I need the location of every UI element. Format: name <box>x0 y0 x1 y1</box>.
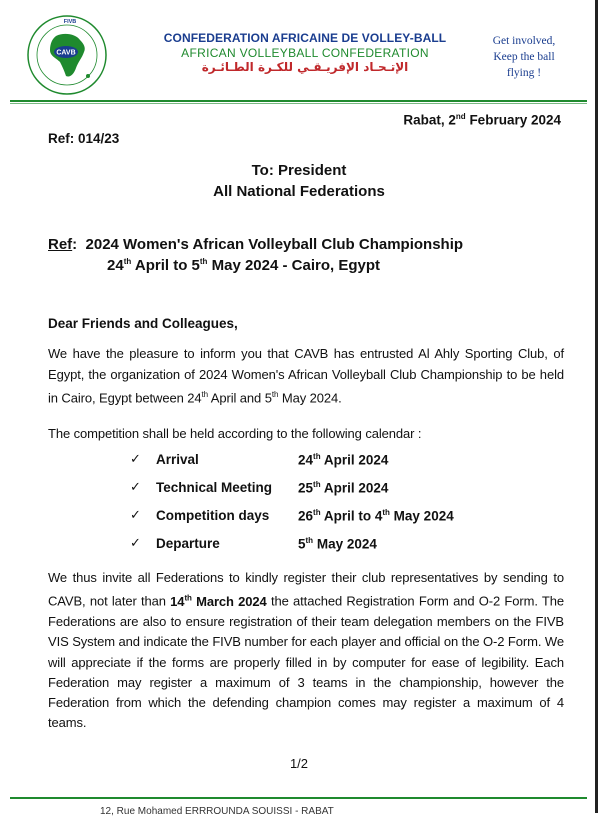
calendar-date: 5th May 2024 <box>298 536 377 552</box>
calendar-label: Technical Meeting <box>156 480 273 495</box>
cavb-logo <box>26 14 108 96</box>
subject-dates: 24th April to 5th May 2024 - Cairo, Egypt <box>107 257 380 274</box>
recipient-line-2: All National Federations <box>213 183 385 200</box>
header-divider <box>10 100 587 102</box>
check-icon: ✓ <box>130 452 141 467</box>
calendar-label: Competition days <box>156 508 270 523</box>
paragraph-intro: We have the pleasure to inform you that CAVB has entrusted Al Ahly Sporting Club, of Egypt, the organization of 2024 Women's African Volleyball Club Championship to be held in Cairo, Egypt between 24th April and 5th May 2024. <box>48 346 564 406</box>
org-name-english: AFRICAN VOLLEYBALL CONFEDERATION <box>181 46 429 60</box>
org-name-arabic: الإتـحـاد الإفريـقـي للكـرة الطـائـرة <box>201 60 409 74</box>
recipient-line-1: To: President <box>251 162 347 179</box>
calendar-label: Arrival <box>156 452 199 467</box>
calendar-date: 24th April 2024 <box>298 452 389 468</box>
calendar-date: 25th April 2024 <box>298 480 389 496</box>
footer-divider <box>10 797 587 799</box>
calendar-date: 26th April to 4th May 2024 <box>298 508 454 524</box>
header-divider-thin <box>10 103 587 104</box>
slogan <box>479 33 569 81</box>
slogan-line-2: Keep the ball <box>493 51 555 63</box>
logo-text: CAVB <box>56 49 76 57</box>
logo-fivb-text: FIVB <box>63 19 77 25</box>
greeting: Dear Friends and Colleagues, <box>48 316 238 331</box>
check-icon: ✓ <box>130 536 141 551</box>
letter-date: Rabat, 2nd February 2024 <box>403 112 561 128</box>
paragraph-calendar-intro: The competition shall be held according to the following calendar : <box>48 426 422 441</box>
slogan-line-3: flying ! <box>506 67 542 79</box>
check-icon: ✓ <box>130 480 141 495</box>
subject-line: Ref: 2024 Women's African Volleyball Club Championship <box>48 236 464 253</box>
org-name-french: CONFEDERATION AFRICAINE DE VOLLEY-BALL <box>163 31 447 45</box>
footer-address: 12, Rue Mohamed ERRROUNDA SOUISSI - RABAT <box>100 806 334 817</box>
check-icon: ✓ <box>130 508 141 523</box>
reference-number: Ref: 014/23 <box>48 131 120 146</box>
page-number: 1/2 <box>289 756 309 771</box>
calendar-label: Departure <box>156 536 220 551</box>
paragraph-registration: We thus invite all Federations to kindly register their club representatives by sending to CAVB, not later than 14th March 2024 the attached Registration Form and O-2 Form. The Federations are also to ensure registration of their team delegation members on the FIVB VIS System and indicate the FIVB number for each player and official on the O-2 Form. We will appreciate if the forms are properly filled in by computer for ease of legibility. Each Federation may register a maximum of 3 teams in the championship, however the Federation from which the defending champion comes may register a maximum of 4 teams. <box>48 570 564 731</box>
slogan-line-1: Get involved, <box>492 35 556 47</box>
